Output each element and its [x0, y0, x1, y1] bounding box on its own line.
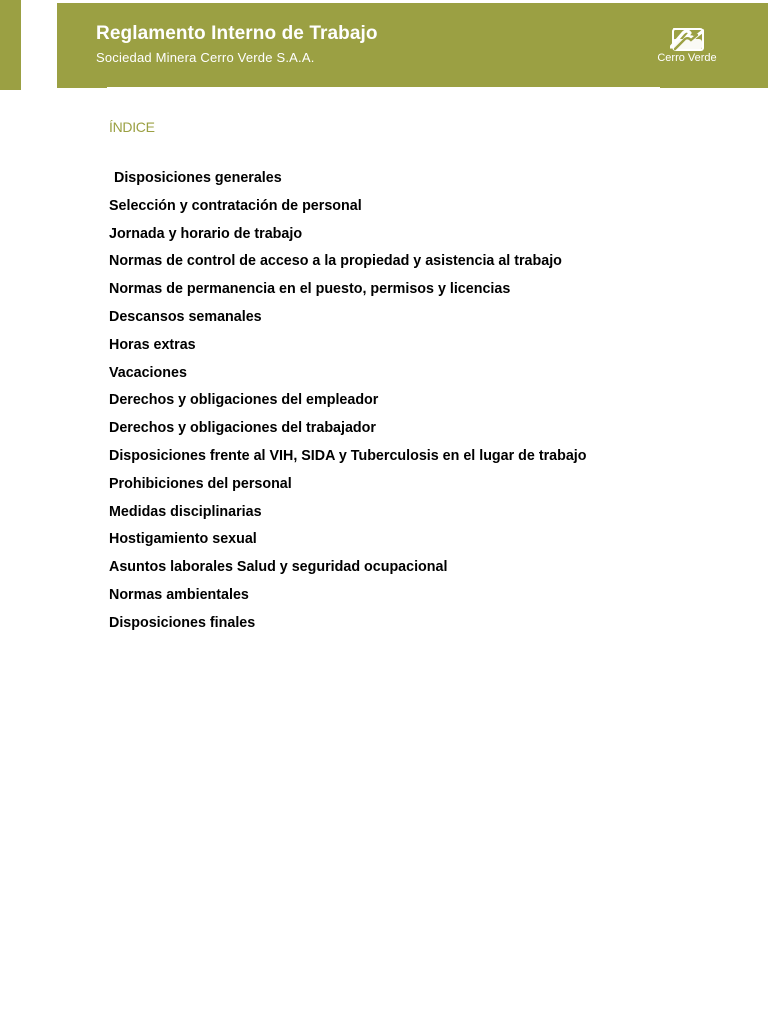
toc-item: Disposiciones generales: [114, 170, 282, 186]
cerro-verde-logo-icon: [670, 27, 704, 51]
toc-item: Normas de control de acceso a la propiedad y asistencia al trabajo: [109, 253, 562, 270]
toc-item: Descansos semanales: [109, 308, 262, 325]
toc-item: Disposiciones frente al VIH, SIDA y Tuberculosis en el lugar de trabajo: [109, 447, 587, 464]
toc-item: Derechos y obligaciones del empleador: [109, 392, 379, 409]
header-band: [57, 3, 768, 88]
toc-item: Medidas disciplinarias: [109, 503, 262, 520]
toc-item: Prohibiciones del personal: [109, 475, 292, 492]
toc-item: Asuntos laborales Salud y seguridad ocupacional: [109, 559, 448, 576]
brand-name: Cerro Verde: [657, 52, 717, 64]
table-of-contents: [109, 168, 586, 641]
header-divider: [107, 87, 660, 90]
toc-item: Horas extras: [109, 336, 196, 353]
toc-item: Disposiciones finales: [109, 614, 256, 631]
toc-item: Vacaciones: [109, 364, 187, 381]
toc-item: Derechos y obligaciones del trabajador: [109, 420, 376, 437]
company-subtitle: Sociedad Minera Cerro Verde S.A.A.: [96, 50, 315, 65]
toc-item: Jornada y horario de trabajo: [109, 225, 303, 242]
toc-item: Hostigamiento sexual: [109, 531, 257, 548]
toc-item: Selección y contratación de personal: [109, 197, 362, 214]
brand-logo: [637, 27, 737, 64]
document-title: Reglamento Interno de Trabajo: [96, 23, 378, 44]
left-edge-tab: [0, 0, 21, 90]
toc-item: Normas ambientales: [109, 586, 249, 603]
toc-item: Normas de permanencia en el puesto, permisos y licencias: [109, 281, 511, 298]
index-heading: ÍNDICE: [109, 119, 155, 135]
